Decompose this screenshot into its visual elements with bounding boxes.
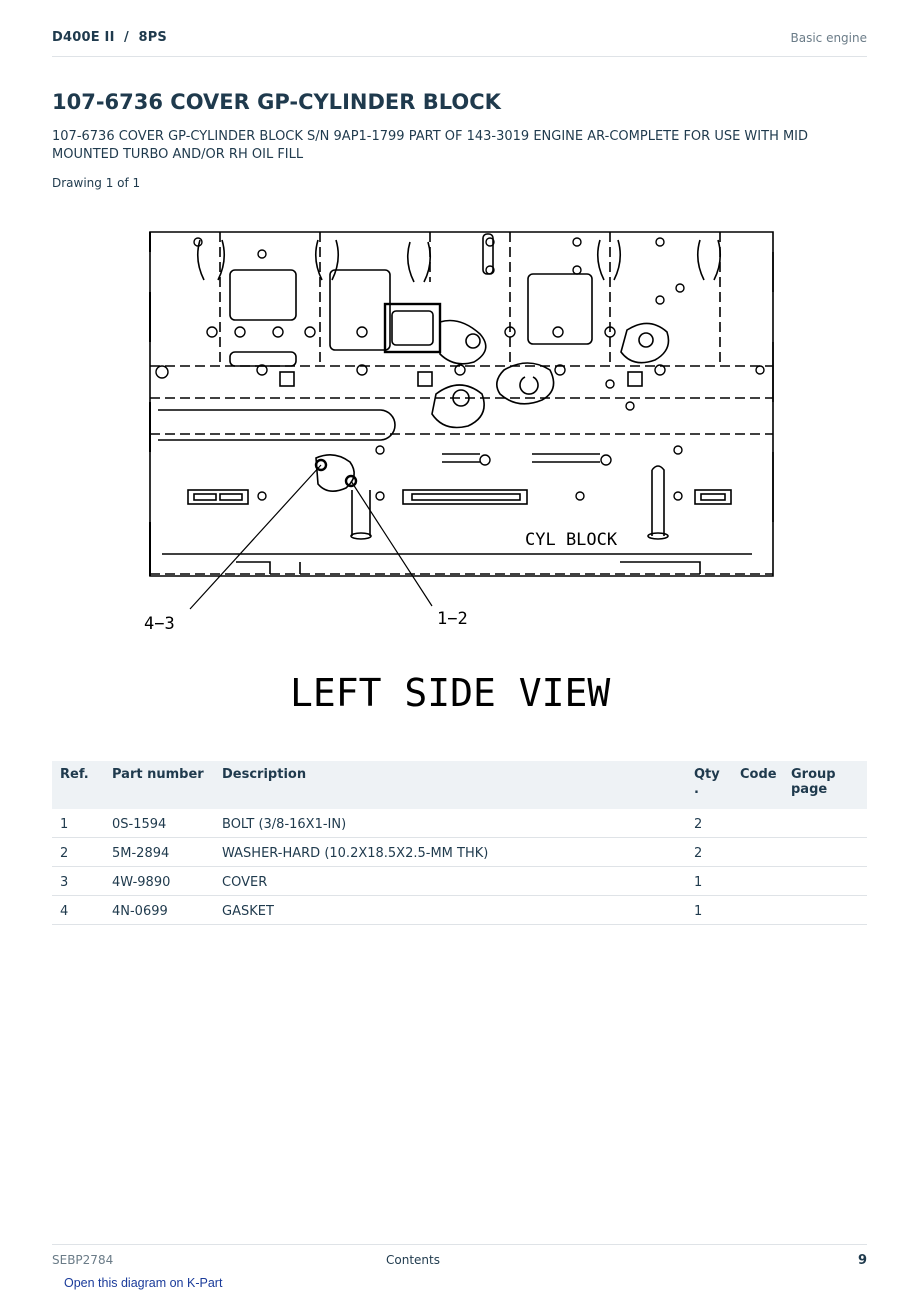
open-in-kpart-link[interactable]: Open this diagram on K-Part bbox=[64, 1276, 223, 1290]
row-code bbox=[732, 809, 783, 838]
col-code: Code bbox=[732, 761, 783, 809]
cover-plates bbox=[432, 321, 669, 428]
top-slots bbox=[198, 234, 721, 282]
block-label: CYL BLOCK bbox=[525, 530, 618, 550]
side-cover bbox=[316, 455, 356, 491]
row-code bbox=[732, 896, 783, 925]
row-qty: 2 bbox=[686, 809, 732, 838]
table-row bbox=[52, 896, 867, 925]
col-qty: Qty . bbox=[686, 761, 732, 809]
row-code bbox=[732, 867, 783, 896]
row-part-number: 4N-0699 bbox=[104, 896, 214, 925]
row-group-page bbox=[783, 838, 867, 867]
page-header bbox=[52, 28, 867, 57]
bolts bbox=[156, 238, 764, 500]
hidden-lines bbox=[150, 232, 773, 574]
table-header-row bbox=[52, 761, 867, 809]
callout-1-2: 1−2 bbox=[437, 609, 468, 629]
row-ref: 4 bbox=[52, 896, 104, 925]
row-qty: 1 bbox=[686, 867, 732, 896]
row-group-page bbox=[783, 896, 867, 925]
parts-diagram bbox=[140, 222, 790, 722]
drawing-count: Drawing 1 of 1 bbox=[52, 176, 141, 190]
callout-leaders bbox=[190, 465, 432, 609]
row-description: WASHER-HARD (10.2X18.5X2.5-MM THK) bbox=[214, 838, 686, 867]
row-description: COVER bbox=[214, 867, 686, 896]
row-qty: 2 bbox=[686, 838, 732, 867]
view-label: LEFT SIDE VIEW bbox=[290, 671, 611, 715]
row-description: BOLT (3/8-16X1-IN) bbox=[214, 809, 686, 838]
col-part-number: Part number bbox=[104, 761, 214, 809]
part-description: 107-6736 COVER GP-CYLINDER BLOCK S/N 9AP1-1799 PART OF 143-3019 ENGINE AR-COMPLETE FOR USE WITH MID MOUNTED TURBO AND/OR RH OIL FILL bbox=[52, 129, 809, 162]
row-ref: 3 bbox=[52, 867, 104, 896]
row-code bbox=[732, 838, 783, 867]
row-group-page bbox=[783, 809, 867, 838]
contents-link[interactable]: Contents bbox=[386, 1253, 440, 1267]
parts-table bbox=[52, 761, 867, 925]
row-ref: 2 bbox=[52, 838, 104, 867]
model-label: D400E II / 8PS bbox=[52, 30, 167, 45]
row-ref: 1 bbox=[52, 809, 104, 838]
col-description: Description bbox=[214, 761, 686, 809]
pipes bbox=[351, 466, 668, 539]
callout-4-3: 4−3 bbox=[144, 614, 175, 634]
table-row bbox=[52, 867, 867, 896]
row-part-number: 0S-1594 bbox=[104, 809, 214, 838]
table-row bbox=[52, 809, 867, 838]
page-number: 9 bbox=[857, 1253, 867, 1268]
row-part-number: 4W-9890 bbox=[104, 867, 214, 896]
upper-pockets bbox=[230, 270, 592, 366]
page-footer bbox=[52, 1244, 867, 1268]
col-ref: Ref. bbox=[52, 761, 104, 809]
row-qty: 1 bbox=[686, 896, 732, 925]
page-title: 107-6736 COVER GP-CYLINDER BLOCK bbox=[52, 90, 501, 114]
base bbox=[162, 554, 752, 574]
col-group-page: Group page bbox=[783, 761, 867, 809]
document-id: SEBP2784 bbox=[52, 1253, 114, 1267]
oil-gallery bbox=[158, 410, 395, 440]
table-row bbox=[52, 838, 867, 867]
row-description: GASKET bbox=[214, 896, 686, 925]
row-group-page bbox=[783, 867, 867, 896]
section-label: Basic engine bbox=[790, 31, 867, 45]
row-part-number: 5M-2894 bbox=[104, 838, 214, 867]
lower-slots bbox=[188, 454, 731, 504]
